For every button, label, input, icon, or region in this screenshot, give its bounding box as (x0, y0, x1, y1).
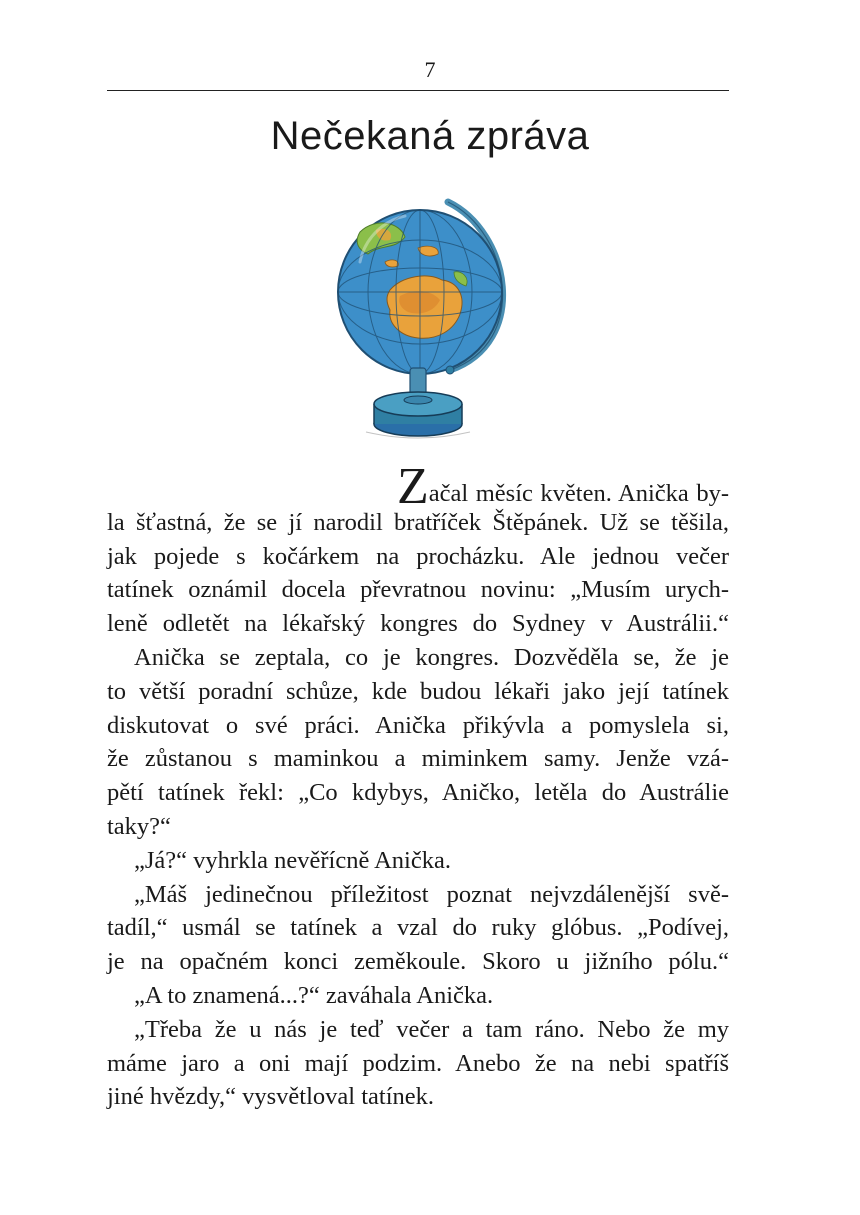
chapter-body (107, 458, 729, 1114)
chapter-title: Nečekaná zpráva (270, 114, 590, 158)
text-line: je na opačném konci zeměkoule. Skoro u jižního pólu.“ (107, 948, 729, 976)
text-line: jiné hvězdy,“ vysvětloval tatínek. (107, 1083, 435, 1111)
text-line: tatínek oznámil docela převratnou novinu: „Musím urych- (107, 576, 729, 604)
page-number: 7 (424, 57, 436, 82)
header-rule (107, 90, 729, 91)
text-line: „Třeba že u nás je teď večer a tam ráno. Nebo že my (134, 1015, 729, 1043)
text-line: tadíl,“ usmál se tatínek a vzal do ruky glóbus. „Podívej, (107, 914, 729, 942)
text-line: leně odletět na lékařský kongres do Sydney v Austrálii.“ (107, 610, 729, 638)
text-line: la šťastná, že se jí narodil bratříček Štěpánek. Už se těšila, (107, 508, 729, 536)
globe-illustration (330, 192, 520, 444)
text-line: jak pojede s kočárkem na procházku. Ale jednou večer (107, 542, 729, 570)
text-line: Začal měsíc květen. Anička by- (397, 458, 729, 515)
text-line: Anička se zeptala, co je kongres. Dozvěděla se, že je (134, 643, 729, 671)
globe-icon (330, 192, 520, 444)
text-line: pětí tatínek řekl: „Co kdybys, Aničko, letěla do Austrálie (107, 779, 729, 807)
text-line: diskutovat o své práci. Anička přikývla a pomyslela si, (107, 711, 729, 739)
text-line: máme jaro a oni mají podzim. Anebo že na nebi spatříš (107, 1049, 729, 1077)
text-line: to větší poradní schůze, kde budou lékaři jako její tatínek (107, 677, 729, 705)
text-line: „Máš jedinečnou příležitost poznat nejvzdálenější svě- (134, 880, 729, 908)
text-line: „Já?“ vyhrkla nevěřícně Anička. (134, 846, 451, 874)
text-line: že zůstanou s maminkou a miminkem samy. Jenže vzá- (107, 745, 729, 773)
drop-cap: Z (397, 458, 429, 515)
text-line: „A to znamená...?“ zaváhala Anička. (134, 981, 494, 1009)
text-line: taky?“ (107, 812, 171, 840)
